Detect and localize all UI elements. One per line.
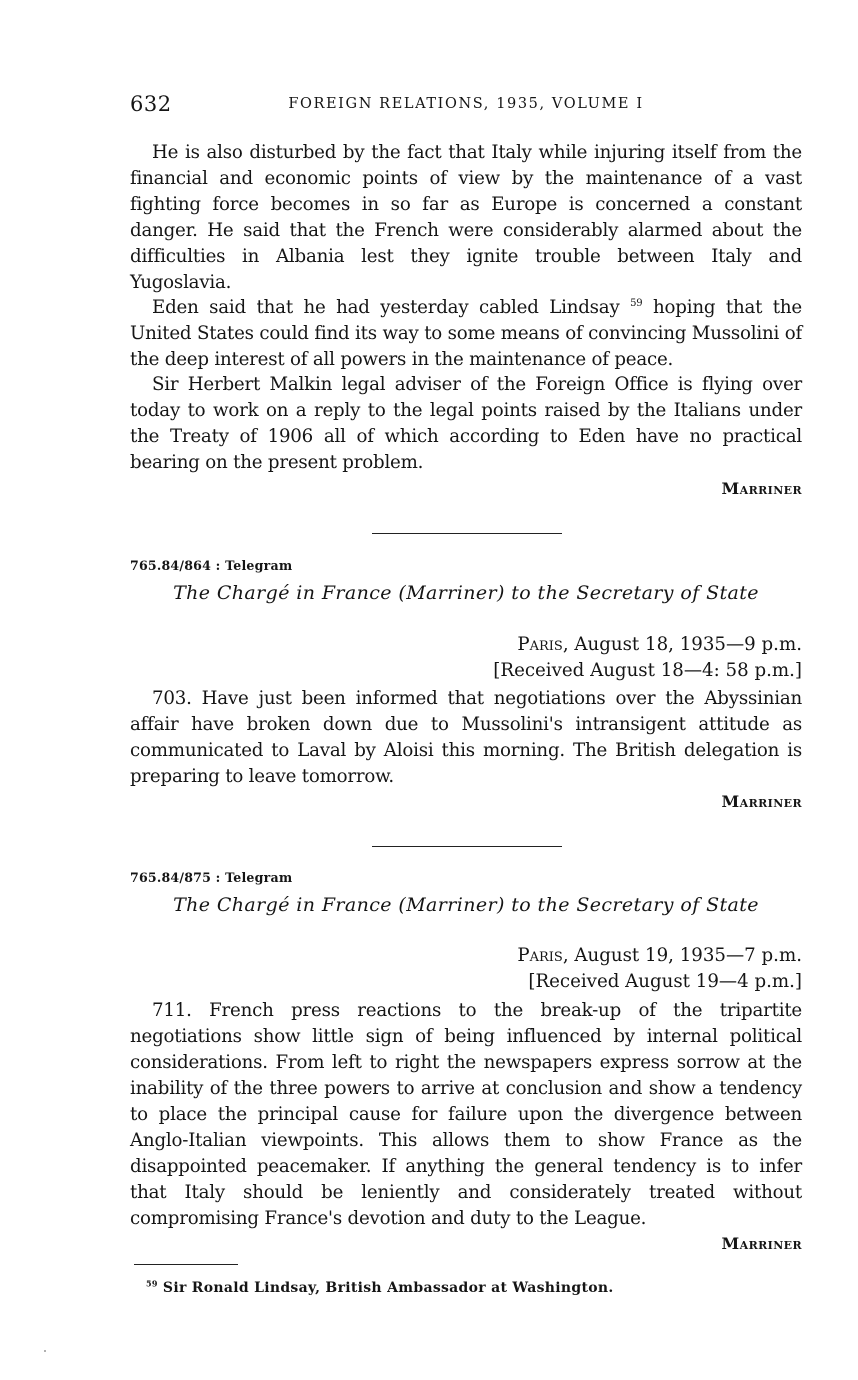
continuation-paragraph-2 (130, 295, 802, 373)
file-reference: 765.84/875 : Telegram (130, 870, 293, 885)
page-number: 632 (130, 92, 172, 116)
file-reference: 765.84/864 : Telegram (130, 558, 293, 573)
received-line: [Received August 19—4 p.m.] (528, 971, 802, 992)
telegram-body: 703. Have just been informed that negotiations over the Abyssinian affair have broken down due to Mussolini's intransigent attitude as communicated to Laval by Aloisi this morning. The British delegation is preparing to leave tomorrow. (130, 688, 802, 787)
section-divider (372, 846, 562, 847)
footnote-text: Sir Ronald Lindsay, British Ambassador at Washington. (162, 1280, 614, 1296)
place-name: Paris (517, 945, 563, 966)
signature: Marriner (721, 792, 802, 811)
paragraph-text: Eden said that he had yesterday cabled Lindsay (152, 297, 620, 318)
document-title: The Chargé in France (Marriner) to the Secretary of State (173, 582, 759, 604)
footnote (146, 1280, 614, 1296)
received-line: [Received August 18—4: 58 p.m.] (493, 660, 802, 681)
dateline (517, 632, 802, 658)
scan-speck (44, 1350, 46, 1352)
signature: Marriner (721, 479, 802, 498)
date-text: , August 18, 1935—9 p.m. (562, 634, 802, 655)
paragraph-text: hoping that the United States could find its way to some means of convincing Mussolini of the deep interest of all powers in the maintenance of peace. (130, 297, 802, 370)
document-page (130, 0, 802, 1380)
dateline (517, 943, 802, 969)
date-text: , August 19, 1935—7 p.m. (562, 945, 802, 966)
footnote-reference: 59 (630, 297, 643, 309)
footnote-mark: 59 (146, 1278, 158, 1289)
section-divider (372, 533, 562, 534)
continuation-paragraph-3: Sir Herbert Malkin legal adviser of the Foreign Office is flying over today to work on a reply to the legal points raised by the Italians under the Treaty of 1906 all of which according to Eden have no practical bearing on the present problem. (130, 374, 802, 473)
telegram-body: 711. French press reactions to the break-up of the tripartite negotiations show little sign of being influenced by internal political considerations. From left to right the newspapers express sorrow at the inability of the three powers to arrive at conclusion and show a tendency to place the principal cause for failure upon the divergence between Anglo-Italian viewpoints. This allows them to show France as the disappointed peacemaker. If anything the general tendency is to infer that Italy should be leniently and considerately treated without compromising France's devotion and duty to the League. (130, 1000, 802, 1229)
running-header (130, 92, 802, 122)
signature: Marriner (721, 1234, 802, 1253)
continuation-paragraph-1: He is also disturbed by the fact that Italy while injuring itself from the financial and economic points of view by the maintenance of a vast fighting force becomes in so far as Europe is concerned a constant danger. He said that the French were considerably alarmed about the difficulties in Albania lest they ignite trouble between Italy and Yugoslavia. (130, 142, 802, 293)
running-title: FOREIGN RELATIONS, 1935, VOLUME I (288, 96, 644, 112)
place-name: Paris (517, 634, 563, 655)
footnote-divider (134, 1264, 238, 1265)
document-title: The Chargé in France (Marriner) to the Secretary of State (173, 894, 759, 916)
